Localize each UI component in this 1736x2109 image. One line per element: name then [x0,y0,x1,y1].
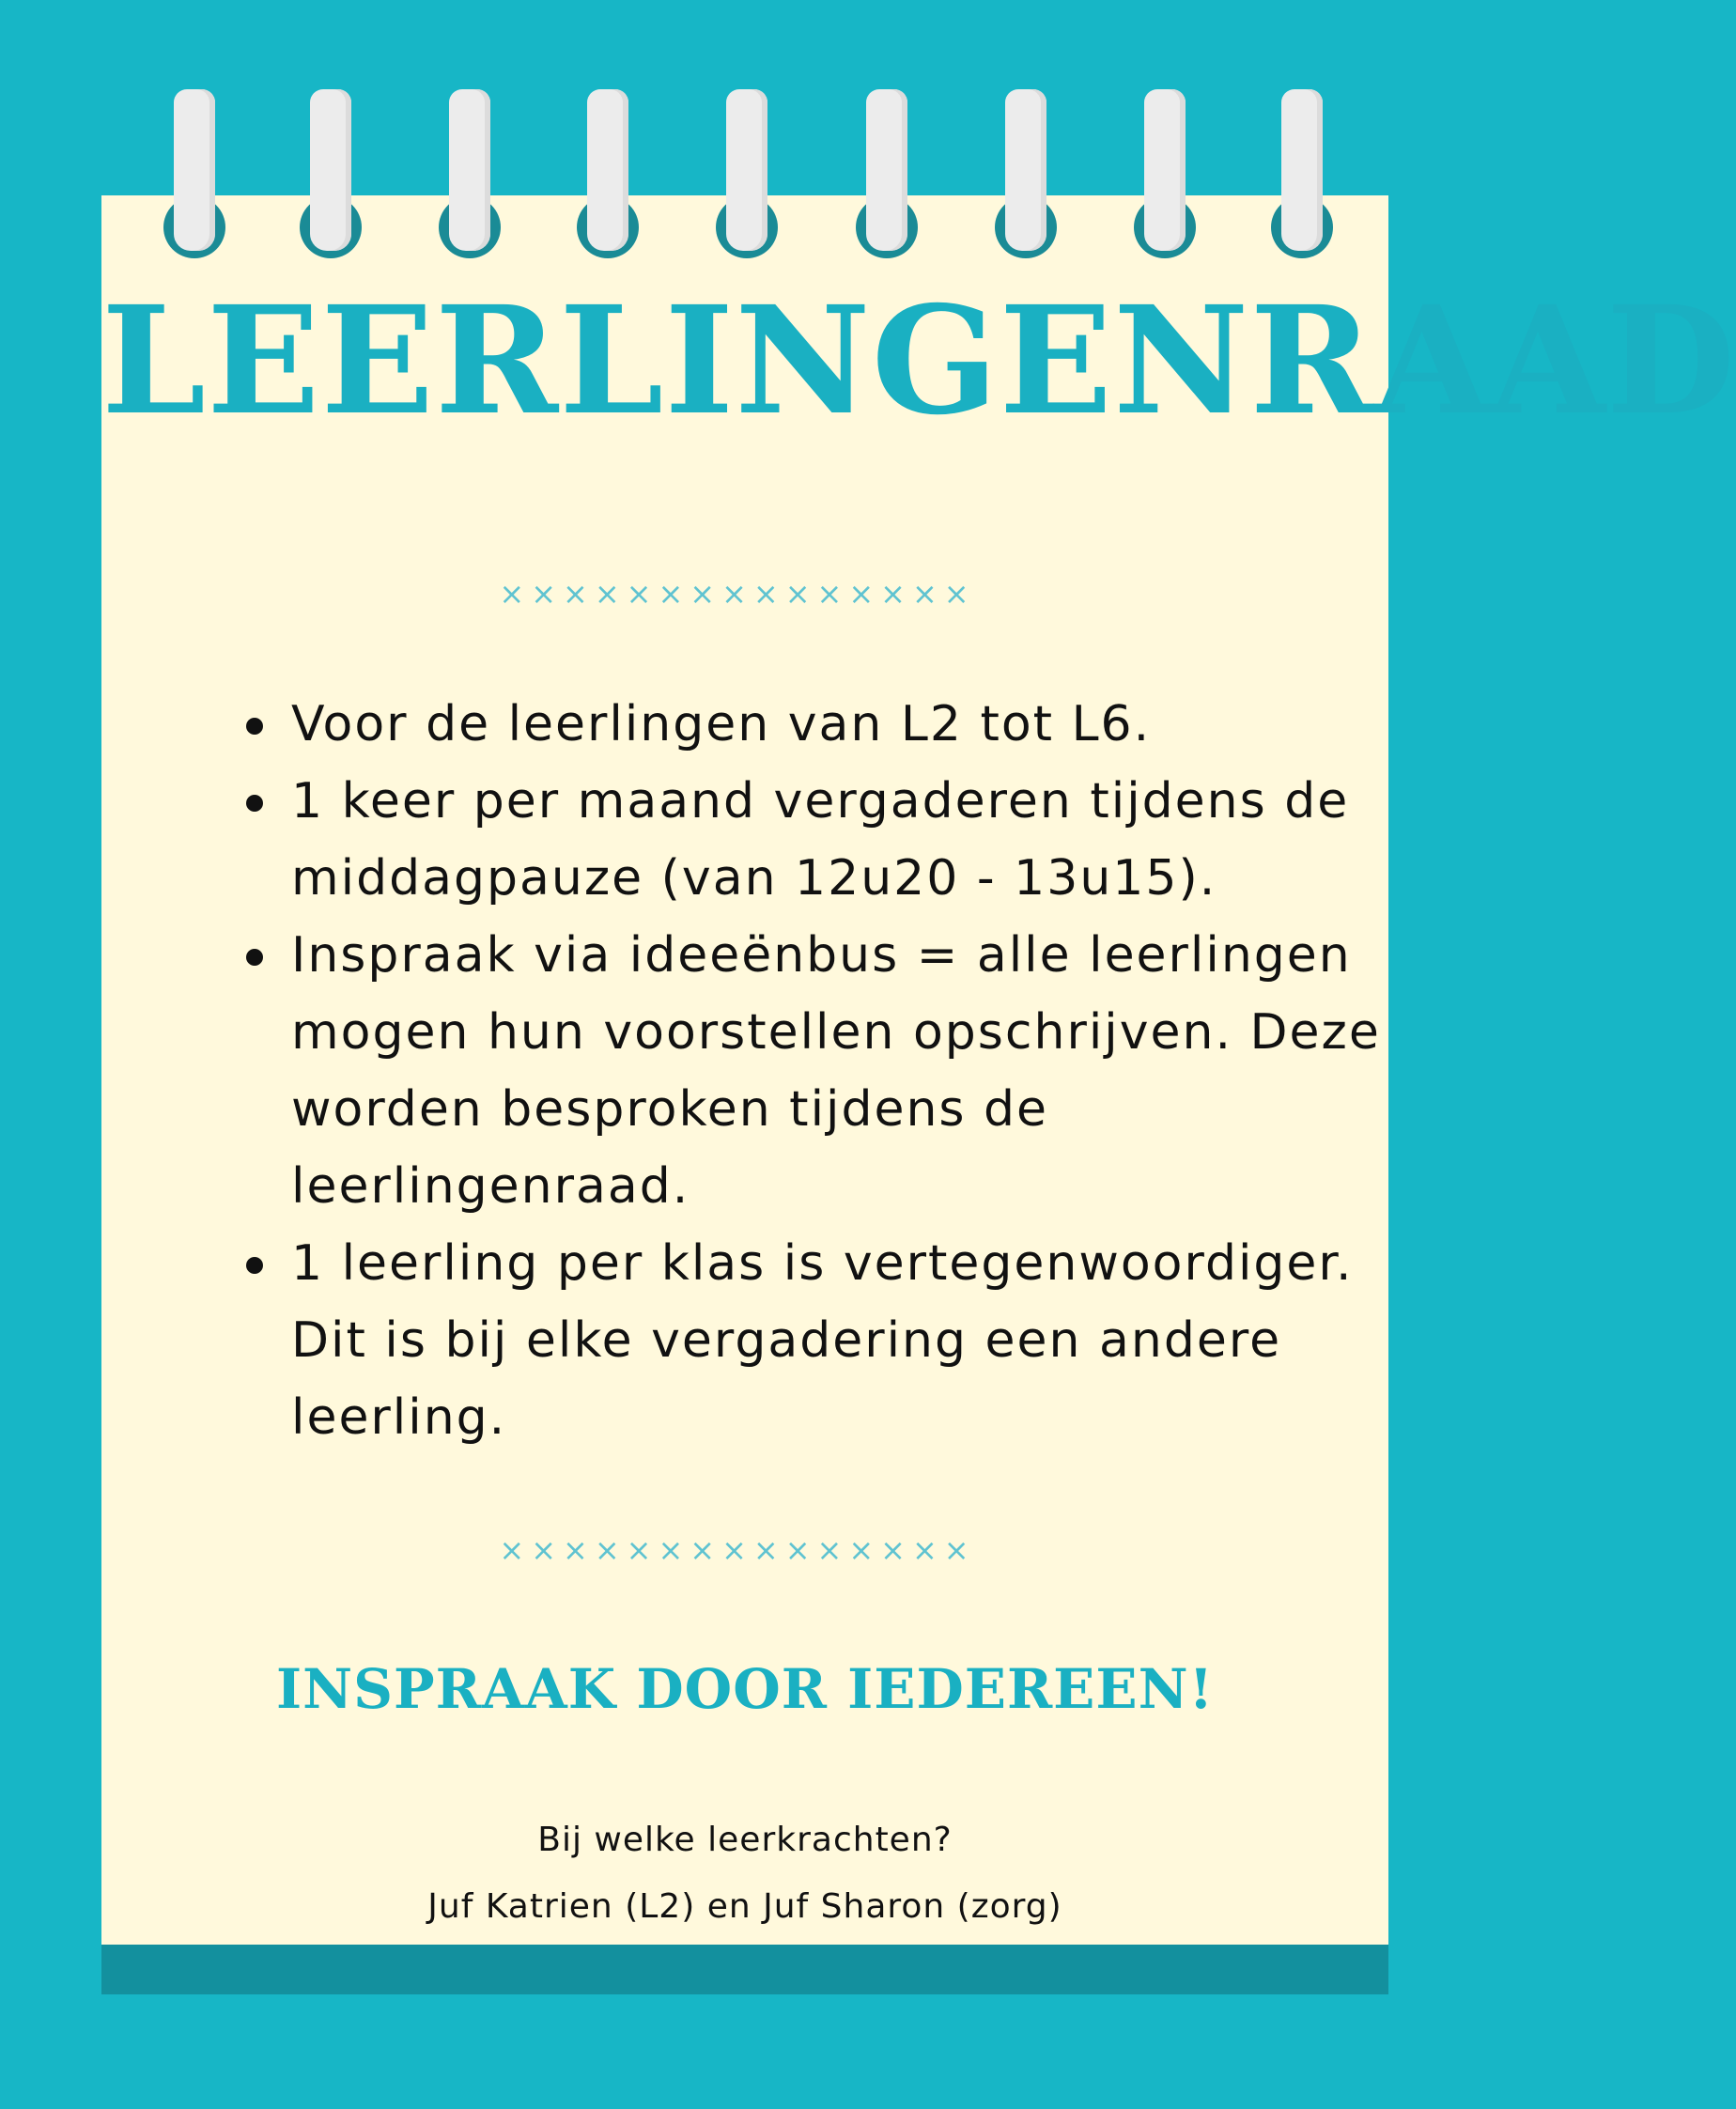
bullet-dot-icon [246,718,263,735]
list-item-text: 1 leerling per klas is vertegenwoordiger. Dit is bij elke vergadering een andere leerling. [291,1235,1354,1446]
cross-divider-top: ××××××××××××××× [499,576,976,612]
list-item-text: 1 keer per maand vergaderen tijdens de middagpauze (van 12u20 - 13u15). [291,773,1350,907]
bullet-dot-icon [246,795,263,812]
spiral-ring [726,89,767,254]
list-item [291,1225,1390,1456]
bullet-dot-icon [246,1257,263,1274]
info-list [235,686,1390,1456]
spiral-ring [1144,89,1186,254]
spiral-ring [866,89,907,254]
list-item [291,917,1390,1225]
list-item [291,763,1390,917]
spiral-ring [587,89,628,254]
spiral-ring [1005,89,1046,254]
list-item-text: Voor de leerlingen van L2 tot L6. [291,696,1152,752]
spiral-ring [1281,89,1323,254]
cross-divider-bottom: ××××××××××××××× [499,1532,976,1568]
bullet-dot-icon [246,949,263,966]
teachers-question: Bij welke leerkrachten? [537,1821,953,1859]
list-item-text: Inspraak via ideeënbus = alle leerlingen mogen hun voorstellen opschrijven. Deze worden besproken tijdens de leerlingenraad. [291,927,1381,1215]
poster-title: LEERLINGENRAAD [101,274,1736,448]
spiral-ring [310,89,351,254]
teachers-names: Juf Katrien (L2) en Juf Sharon (zorg) [427,1887,1062,1926]
spiral-ring [174,89,215,254]
slogan: INSPRAAK DOOR IEDEREEN! [275,1657,1215,1721]
spiral-ring [449,89,490,254]
list-item [291,686,1390,763]
